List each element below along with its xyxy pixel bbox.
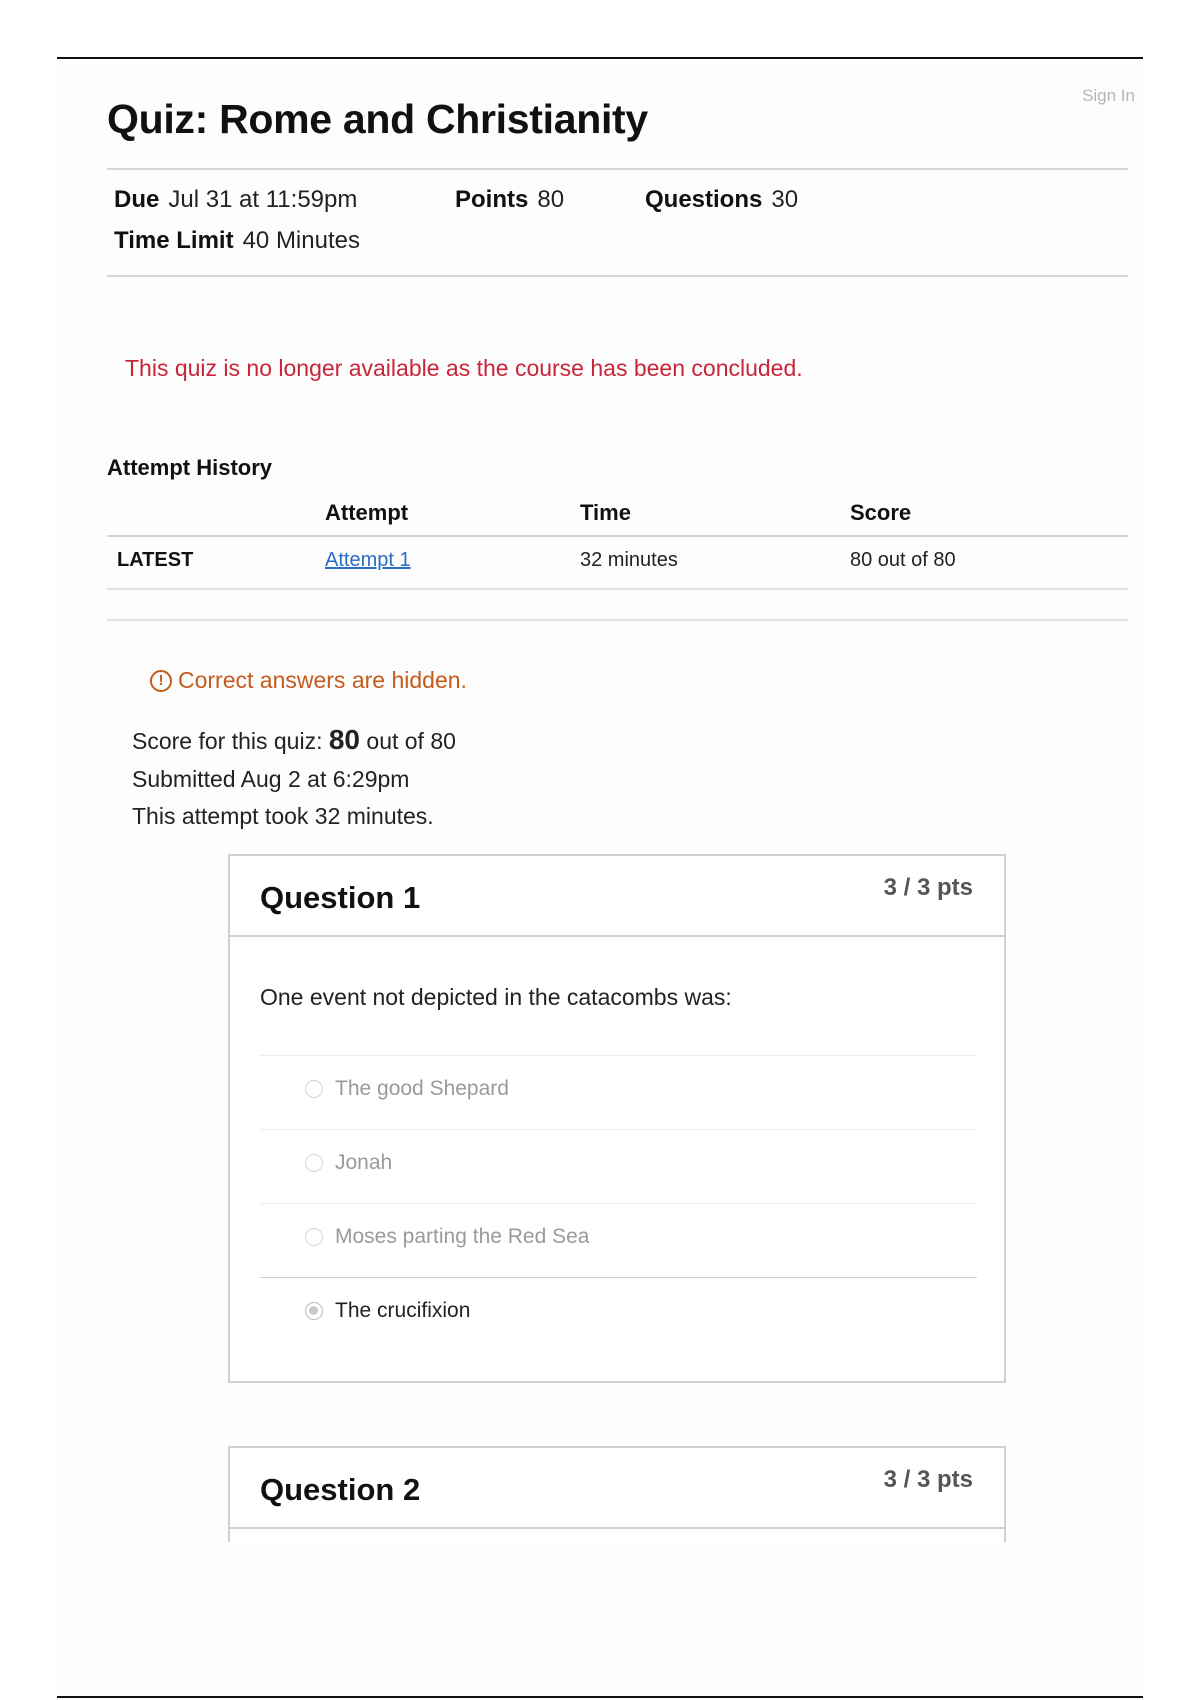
divider — [107, 275, 1128, 277]
time-limit-label: Time Limit — [114, 227, 234, 254]
table-row-time: 32 minutes — [580, 549, 678, 571]
answer-label: Jonah — [335, 1151, 393, 1174]
answer-label: The good Shepard — [335, 1077, 509, 1100]
question-points: 3 / 3 pts — [883, 1466, 973, 1493]
attempt-history-title: Attempt History — [107, 455, 273, 480]
question-card — [228, 854, 1006, 1383]
question-title: Question 2 — [260, 1472, 421, 1507]
latest-tag: LATEST — [117, 549, 194, 571]
top-rule — [57, 57, 1143, 59]
question-header — [230, 856, 1004, 937]
score-value: 80 — [328, 724, 361, 755]
points-value: 80 — [537, 186, 565, 213]
column-header-time: Time — [580, 500, 631, 525]
correct-answers-hidden-warning — [150, 667, 467, 694]
question-title: Question 1 — [260, 880, 421, 915]
questions-value: 30 — [771, 186, 799, 213]
sign-in-link[interactable]: Sign In — [1082, 86, 1135, 105]
page-title: Quiz: Rome and Christianity — [107, 96, 648, 142]
submitted-line: Submitted Aug 2 at 6:29pm — [132, 766, 410, 792]
radio-button-checked[interactable] — [305, 1302, 323, 1320]
warning-icon: ! — [150, 670, 172, 692]
question-text: One event not depicted in the catacombs was: — [260, 984, 732, 1010]
score-suffix: out of 80 — [366, 728, 456, 754]
radio-button[interactable] — [305, 1080, 323, 1098]
questions-meta — [645, 186, 798, 214]
answer-option[interactable] — [260, 1055, 977, 1128]
question-points: 3 / 3 pts — [883, 874, 973, 901]
score-prefix: Score for this quiz: — [132, 728, 323, 754]
divider — [107, 619, 1128, 621]
duration-line: This attempt took 32 minutes. — [132, 803, 434, 829]
due-label: Due — [114, 186, 160, 213]
table-row-attempt — [325, 549, 411, 572]
radio-button[interactable] — [305, 1154, 323, 1172]
answer-option[interactable] — [260, 1129, 977, 1202]
divider — [107, 168, 1128, 170]
time-limit-meta — [114, 227, 360, 255]
answer-label: Moses parting the Red Sea — [335, 1225, 590, 1248]
question-header — [230, 1448, 1004, 1529]
answer-option-selected[interactable] — [260, 1277, 977, 1350]
score-line — [132, 724, 456, 756]
column-header-score: Score — [850, 500, 912, 525]
due-meta — [114, 186, 357, 214]
question-card — [228, 1446, 1006, 1542]
attempt-link[interactable]: Attempt 1 — [325, 549, 411, 571]
course-concluded-notice: This quiz is no longer available as the course has been concluded. — [125, 355, 803, 381]
questions-label: Questions — [645, 186, 763, 213]
answer-label: The crucifixion — [335, 1299, 471, 1322]
table-header-divider — [107, 535, 1128, 537]
table-row-divider — [107, 588, 1128, 590]
bottom-rule — [57, 1696, 1143, 1698]
time-limit-value: 40 Minutes — [242, 227, 360, 254]
table-row-score: 80 out of 80 — [850, 549, 956, 571]
radio-button[interactable] — [305, 1228, 323, 1246]
points-meta — [455, 186, 564, 214]
warning-text: Correct answers are hidden. — [178, 667, 467, 693]
points-label: Points — [455, 186, 529, 213]
column-header-attempt: Attempt — [325, 500, 409, 525]
answer-option[interactable] — [260, 1203, 977, 1276]
due-value: Jul 31 at 11:59pm — [168, 186, 358, 213]
